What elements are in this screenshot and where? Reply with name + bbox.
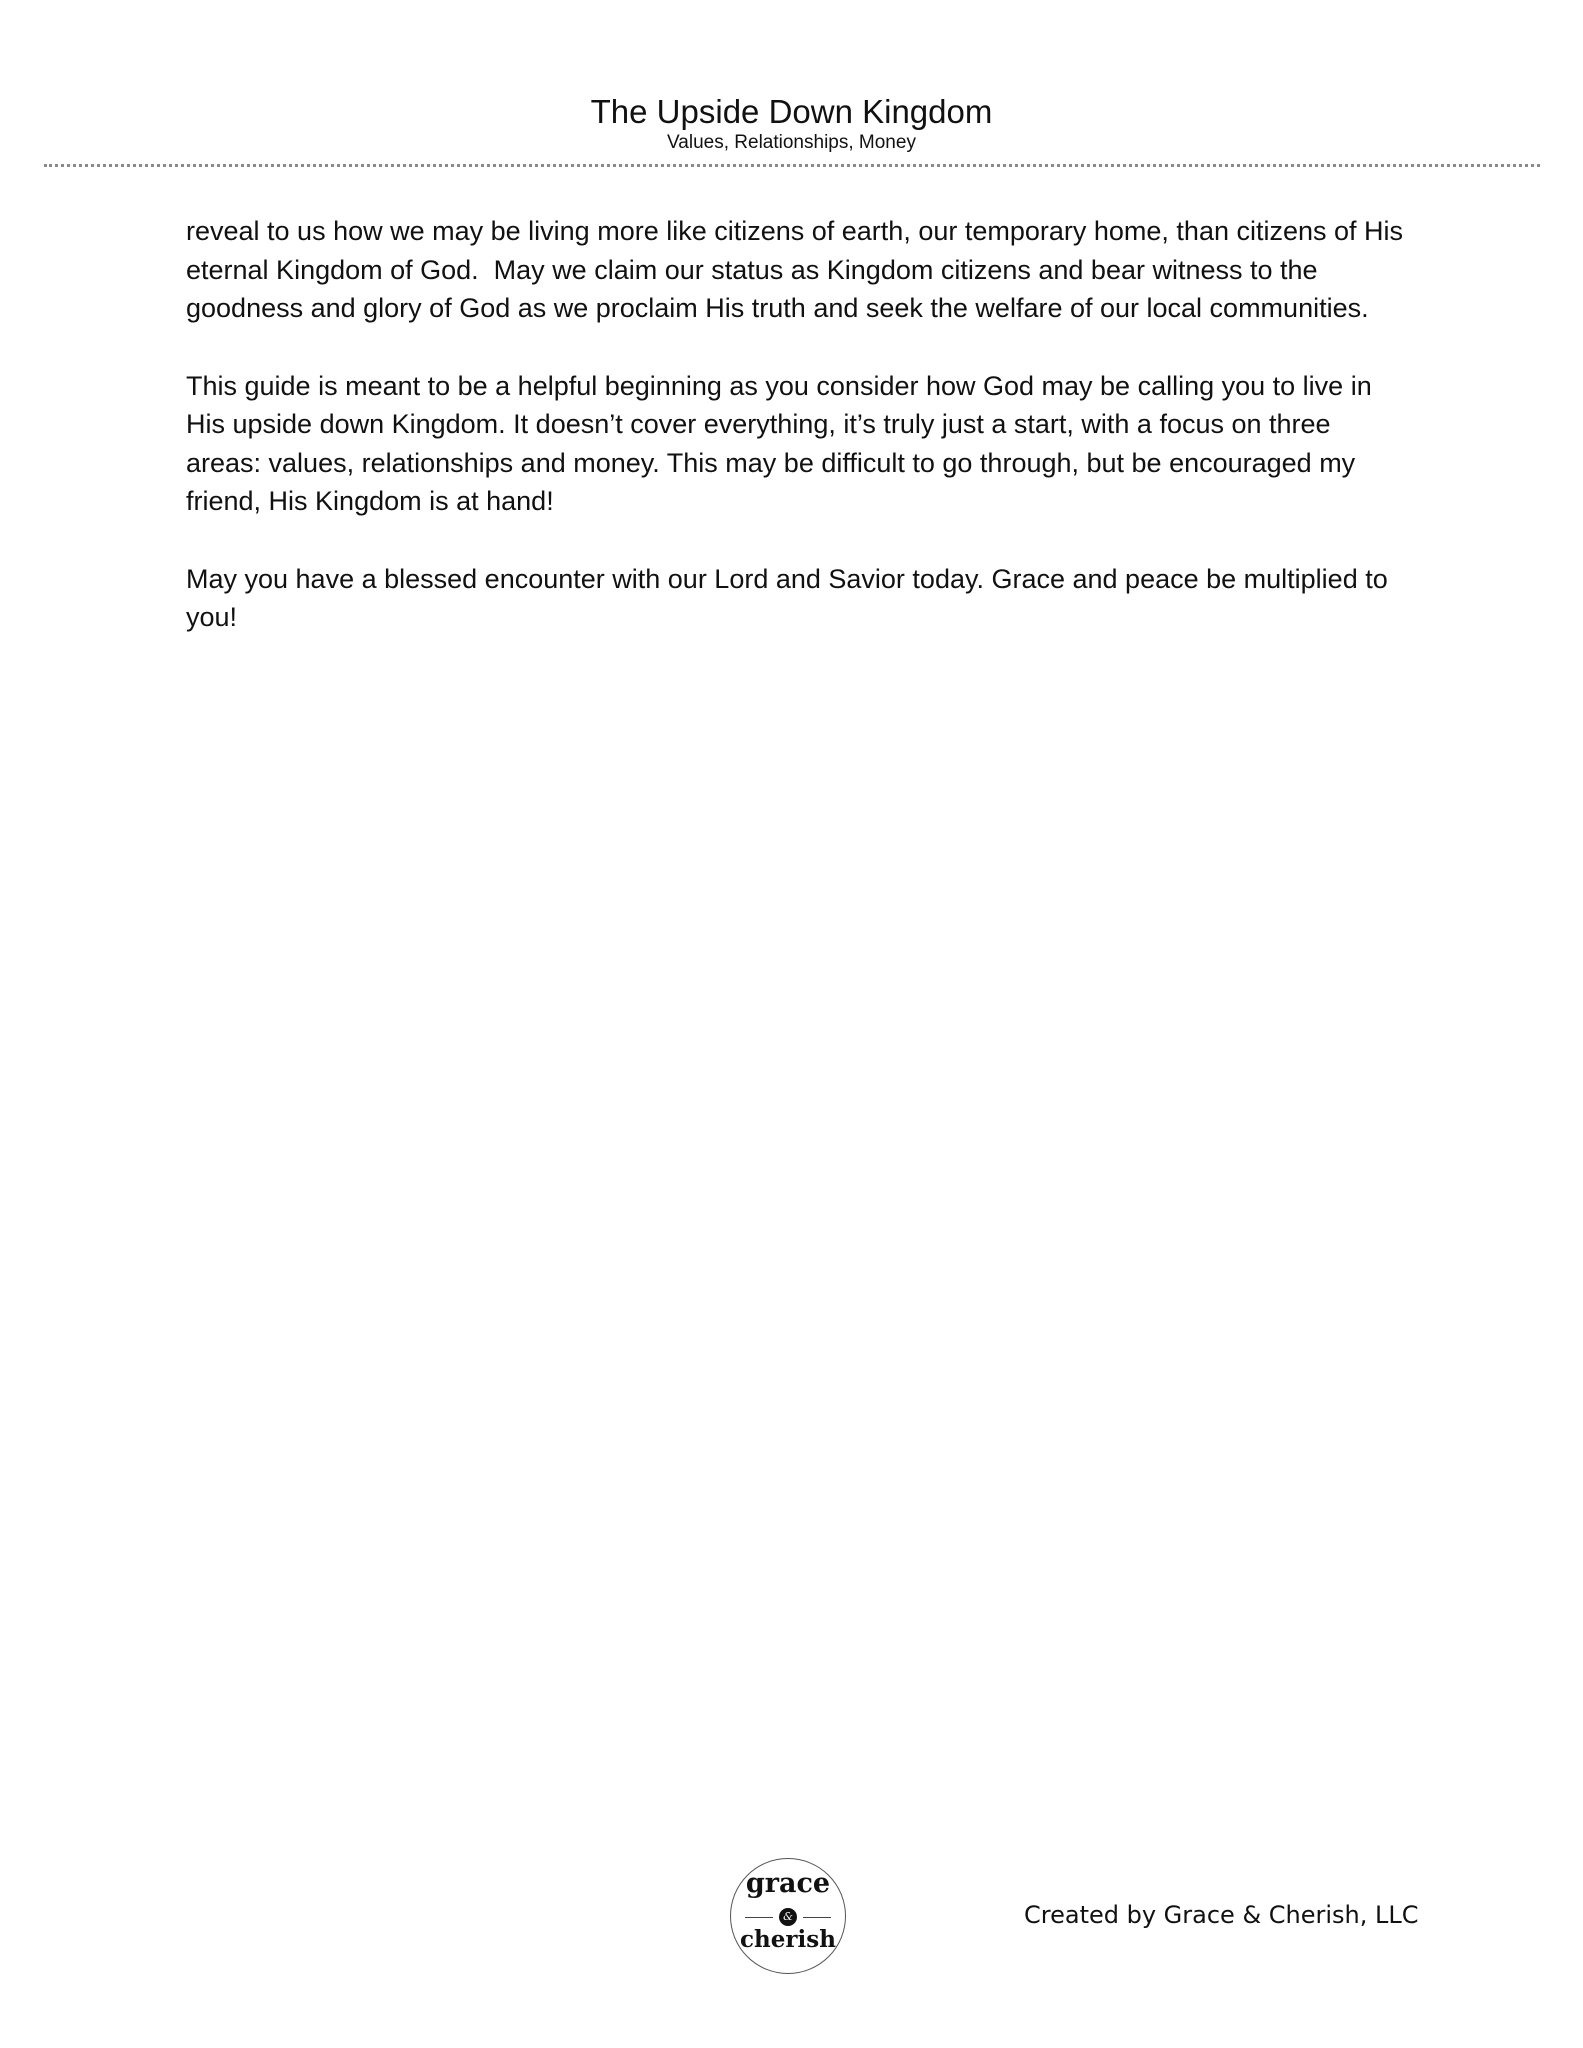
paragraph-3: May you have a blessed encounter with our Lord and Savior today. Grace and peace be multiplied to you! bbox=[186, 563, 1396, 632]
grace-cherish-logo bbox=[730, 1858, 846, 1974]
document-title: The Upside Down Kingdom bbox=[590, 93, 993, 130]
body-text bbox=[186, 212, 1411, 676]
logo-word-cherish: cherish bbox=[740, 1926, 836, 1953]
page-header bbox=[0, 92, 1583, 154]
page-footer bbox=[0, 1858, 1583, 1978]
logo-word-grace: grace bbox=[745, 1868, 831, 1899]
document-subtitle: Values, Relationships, Money bbox=[667, 132, 916, 153]
logo-rule-left bbox=[745, 1917, 773, 1918]
paragraph-1: reveal to us how we may be living more like citizens of earth, our temporary home, than citizens of His eternal Kingdom of God. May we claim our status as Kingdom citizens and bear witness to the goodness and glory of God as we proclaim His truth and seek the welfare of our local communities. bbox=[186, 216, 1411, 323]
footer-credit: Created by Grace & Cherish, LLC bbox=[1024, 1901, 1419, 1929]
logo-ampersand-row bbox=[745, 1908, 831, 1926]
header-divider bbox=[44, 164, 1540, 167]
logo-ampersand: & bbox=[779, 1908, 797, 1926]
logo-rule-right bbox=[803, 1917, 831, 1918]
paragraph-2: This guide is meant to be a helpful beginning as you consider how God may be calling you to live in His upside down Kingdom. It doesn’t cover everything, it’s truly just a start, with a focus on three areas: values, relationships and money. This may be difficult to go through, but be encouraged my friend, His Kingdom is at hand! bbox=[186, 370, 1380, 516]
